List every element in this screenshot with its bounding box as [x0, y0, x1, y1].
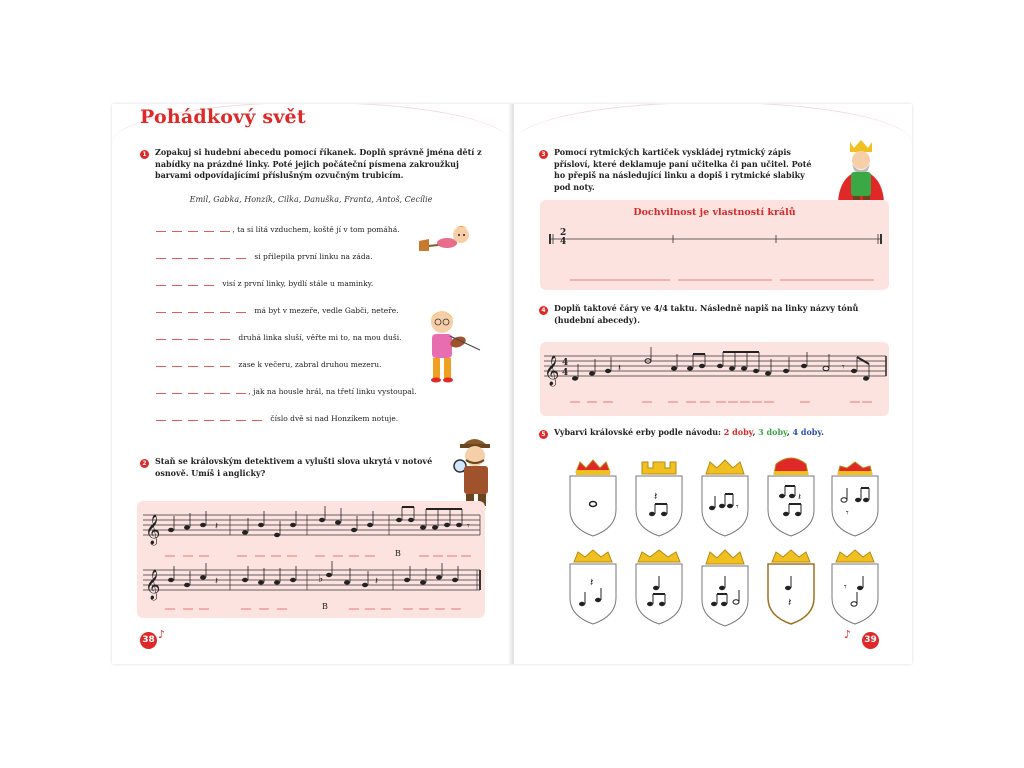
proverb-text: Dochvilnost je vlastností králů: [633, 207, 796, 218]
crest-4[interactable]: [768, 458, 814, 536]
detective-illustration: [452, 432, 504, 510]
svg-text:𝄽: 𝄽: [788, 596, 792, 609]
svg-text:𝄾: 𝄾: [736, 502, 739, 513]
svg-text:𝄞: 𝄞: [145, 570, 161, 600]
svg-text:𝄞: 𝄞: [145, 515, 161, 545]
beat-label-2: 2 doby: [723, 427, 753, 437]
violin-girl-illustration: [420, 308, 482, 388]
time-signature-top: 2: [560, 228, 567, 238]
task3-instructions: Pomocí rytmických kartiček vyskládej rytmický zápis přísloví, které deklamuje paní učitelka či pan učitel. Poté ho přepiš na následující linku a dopiš i rytmické slabiky pod noty.: [554, 147, 812, 192]
task4-instructions: Doplň taktové čáry ve 4/4 taktu. Následně napiš na linky názvy tónů (hudební abecedy).: [554, 303, 859, 325]
crest-3[interactable]: [702, 460, 748, 536]
music-note-icon: ♪: [158, 628, 166, 641]
beat-label-3: 3 doby: [758, 427, 787, 437]
svg-text:𝄽: 𝄽: [618, 363, 622, 374]
crest-6[interactable]: [570, 550, 616, 624]
task-number: 2: [140, 459, 149, 468]
svg-text:𝄾: 𝄾: [842, 362, 845, 373]
page-title: Pohádkový svět: [140, 106, 306, 128]
rhyme-line-7: , jak na housle hrál, na třetí linku vystoupal.: [156, 387, 417, 396]
task2-music-staves: [137, 501, 485, 618]
task4-exercise-box: [540, 342, 889, 416]
task1-instructions: Zopakuj si hudební abecedu pomocí říkanek. Doplň správně jména dětí z nabídky na prázdné linky. Poté jejich počáteční písmena zakroužkuj barvami odpovídajícími příslušným ozvučným trubicím.: [155, 147, 482, 180]
task4-music-staff: [540, 342, 889, 416]
crest-1[interactable]: [570, 460, 616, 536]
svg-text:𝄽: 𝄽: [798, 492, 802, 503]
hint-letter: B: [322, 602, 328, 611]
task1-name-list: Emil, Gabka, Honzík, Cilka, Danuška, Franta, Antoš, Cecílie: [189, 195, 433, 204]
svg-text:𝄞: 𝄞: [544, 356, 560, 386]
task2-exercise-box: [137, 501, 485, 618]
rhyme-line-3: visí z první linky, bydlí stále u maminky.: [156, 279, 373, 288]
svg-text:𝄾: 𝄾: [467, 521, 470, 532]
left-page: [112, 104, 510, 664]
crest-9[interactable]: [768, 550, 814, 624]
beat-label-4: 4 doby: [792, 427, 822, 437]
crest-2[interactable]: [636, 462, 682, 536]
rhyme-line-1: , ta si lítá vzduchem, koště jí v tom pomáhá.: [156, 225, 400, 234]
task5-instructions: Vybarvi královské erby podle návodu: 2 doby, 3 doby, 4 doby.: [554, 427, 824, 437]
hint-letter: B: [395, 549, 401, 558]
time-signature-bottom: 4: [560, 237, 567, 247]
svg-text:𝄽: 𝄽: [590, 576, 594, 589]
svg-text:4: 4: [562, 358, 569, 368]
svg-text:𝄾: 𝄾: [846, 508, 849, 519]
task2-instructions: Staň se královským detektivem a vylušti slova ukrytá v notové osnově. Umíš i anglicky?: [155, 456, 433, 478]
witch-on-broom-illustration: [417, 221, 477, 257]
rhyme-line-5: druhá linka sluší, věřte mi to, na mou duši.: [156, 333, 402, 342]
page-number: 38: [140, 632, 157, 649]
page-number: 39: [862, 632, 879, 649]
crest-5[interactable]: [832, 462, 878, 536]
crest-7[interactable]: [636, 550, 682, 624]
rhyme-line-8: číslo dvě si nad Honzíkem notuje.: [156, 414, 398, 423]
royal-crests: [542, 454, 892, 644]
rhyme-line-4: má byt v mezeře, vedle Gabči, neteře.: [156, 306, 399, 315]
svg-text:𝄽: 𝄽: [654, 490, 658, 503]
rhyme-line-6: zase k večeru, zabral druhou mezeru.: [156, 360, 382, 369]
music-note-icon: ♪: [844, 628, 852, 641]
svg-text:𝄽: 𝄽: [375, 576, 379, 587]
task3-exercise-box: [540, 200, 889, 290]
task3-rhythm-line: [540, 200, 889, 290]
task-number: 4: [539, 306, 548, 315]
open-book: [112, 104, 912, 664]
crest-8[interactable]: [702, 550, 748, 626]
rhyme-line-2: si přilepila první linku na záda.: [156, 252, 373, 261]
svg-text:𝄽: 𝄽: [215, 521, 219, 532]
svg-text:4: 4: [562, 368, 569, 378]
crest-10[interactable]: [832, 550, 878, 624]
task-number: 1: [140, 150, 149, 159]
svg-text:𝄾: 𝄾: [844, 582, 847, 593]
task-number: 5: [539, 430, 548, 439]
task-number: 3: [539, 150, 548, 159]
svg-text:♭: ♭: [318, 572, 324, 585]
svg-text:𝄽: 𝄽: [215, 576, 219, 587]
right-page: [514, 104, 912, 664]
